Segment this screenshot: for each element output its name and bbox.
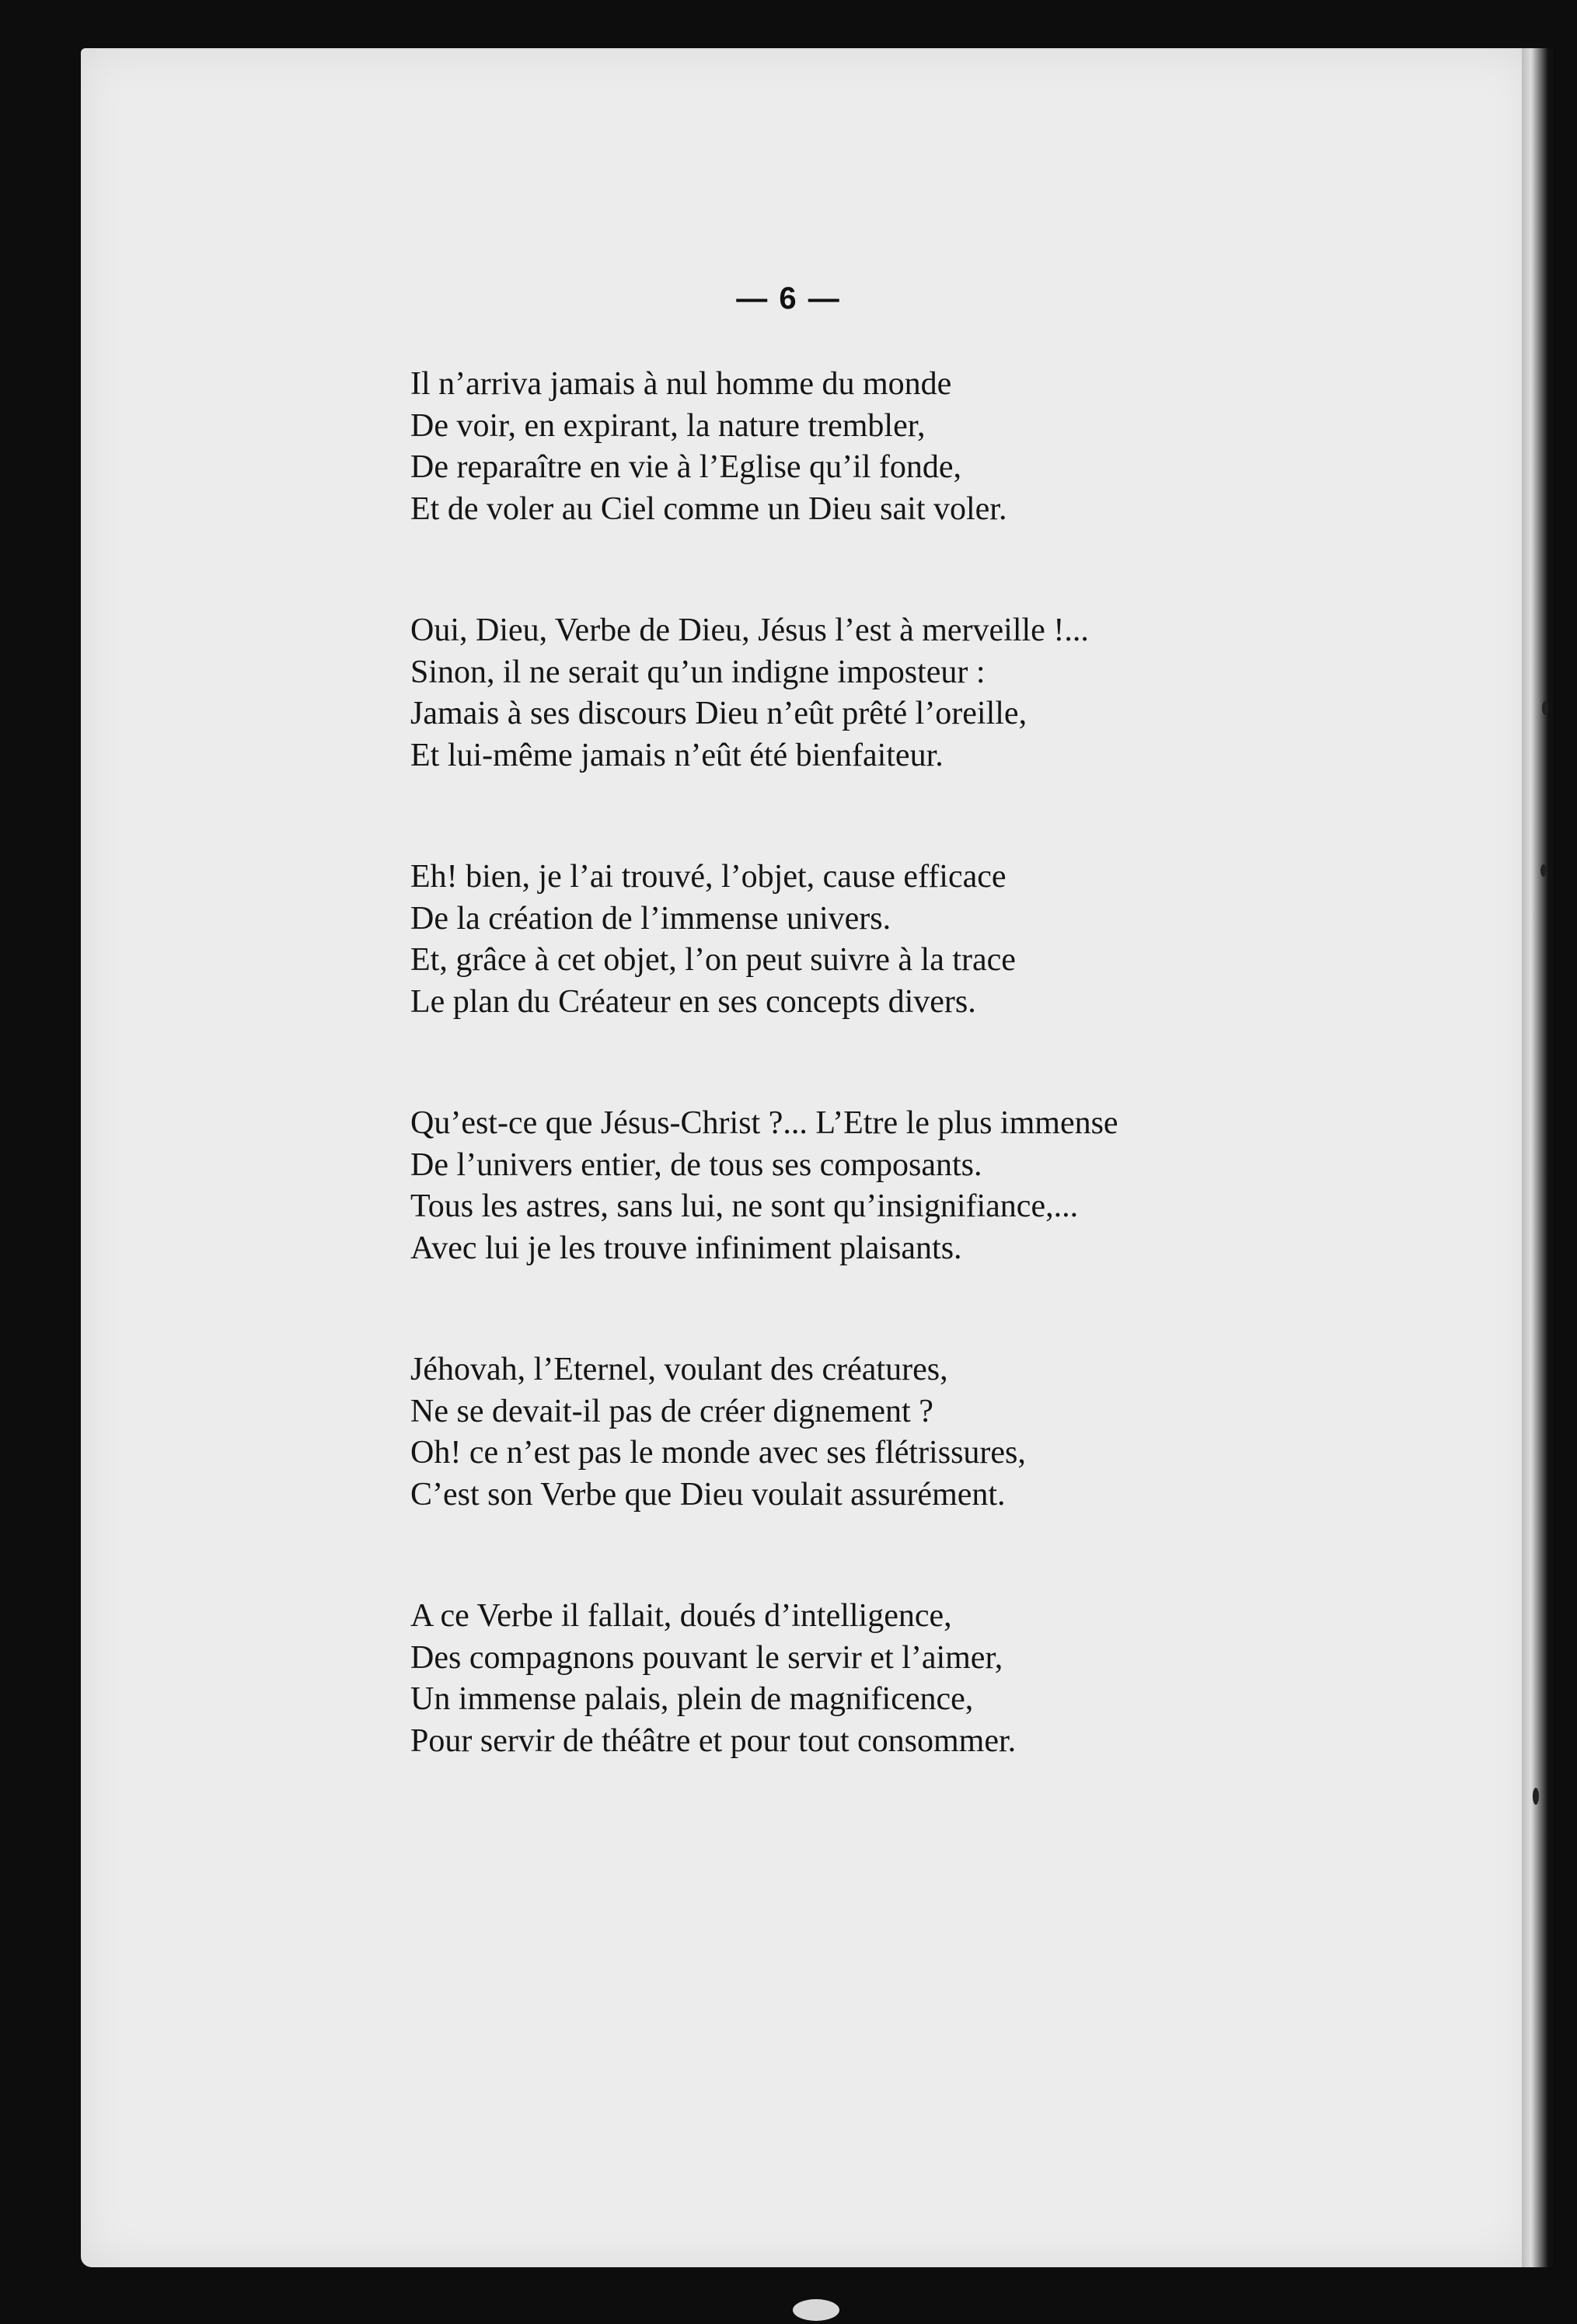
- verse-line: Des compagnons pouvant le servir et l’aimer,: [410, 1639, 1003, 1676]
- stanza-4: [410, 1103, 1343, 1269]
- poem: [410, 364, 1343, 1762]
- verse-line: A ce Verbe il fallait, doués d’intelligence,: [410, 1598, 952, 1634]
- scan-speck: [1533, 1788, 1539, 1805]
- verse-line: Sinon, il ne serait qu’un indigne imposteur :: [410, 654, 986, 690]
- verse-line: Oh! ce n’est pas le monde avec ses flétrissures,: [410, 1435, 1026, 1471]
- verse-line: Un immense palais, plein de magnificence,: [410, 1681, 974, 1717]
- scan-speck: [793, 2299, 839, 2321]
- page-number: — 6 —: [736, 281, 841, 316]
- page-edge: [1522, 48, 1553, 2267]
- verse-line: Et lui-même jamais n’eût été bienfaiteur.: [410, 737, 944, 773]
- verse-line: Jéhovah, l’Eternel, voulant des créatures,: [410, 1352, 948, 1387]
- verse-line: De reparaître en vie à l’Eglise qu’il fonde,: [410, 449, 962, 485]
- stanza-6: [410, 1596, 1343, 1762]
- scan-speck: [1542, 701, 1548, 715]
- verse-line: De la création de l’immense univers.: [410, 900, 891, 937]
- stanza-5: [410, 1349, 1343, 1516]
- scan-speck: [1540, 864, 1547, 877]
- stanza-1: [410, 364, 1343, 530]
- verse-line: Jamais à ses discours Dieu n’eût prêté l’oreille,: [410, 696, 1027, 731]
- verse-line: Ne se devait-il pas de créer dignement ?: [410, 1393, 933, 1429]
- verse-line: Tous les astres, sans lui, ne sont qu’insignifiance,...: [410, 1188, 1079, 1224]
- verse-line: Eh! bien, je l’ai trouvé, l’objet, cause efficace: [410, 859, 1007, 895]
- verse-line: Il n’arriva jamais à nul homme du monde: [410, 366, 952, 402]
- verse-line: Avec lui je les trouve infiniment plaisants.: [410, 1230, 962, 1266]
- verse-line: Et, grâce à cet objet, l’on peut suivre à la trace: [410, 942, 1016, 978]
- stanza-2: [410, 610, 1343, 776]
- verse-line: Oui, Dieu, Verbe de Dieu, Jésus l’est à merveille !...: [410, 612, 1089, 648]
- verse-line: De voir, en expirant, la nature trembler,: [410, 407, 926, 444]
- verse-line: Et de voler au Ciel comme un Dieu sait voler.: [410, 490, 1007, 527]
- stanza-3: [410, 857, 1343, 1023]
- verse-line: Qu’est-ce que Jésus-Christ ?... L’Etre le plus immense: [410, 1105, 1118, 1141]
- verse-line: C’est son Verbe que Dieu voulait assurément.: [410, 1476, 1006, 1513]
- verse-line: Le plan du Créateur en ses concepts divers.: [410, 983, 976, 1020]
- verse-line: Pour servir de théâtre et pour tout consommer.: [410, 1722, 1017, 1759]
- verse-line: De l’univers entier, de tous ses composants.: [410, 1146, 982, 1183]
